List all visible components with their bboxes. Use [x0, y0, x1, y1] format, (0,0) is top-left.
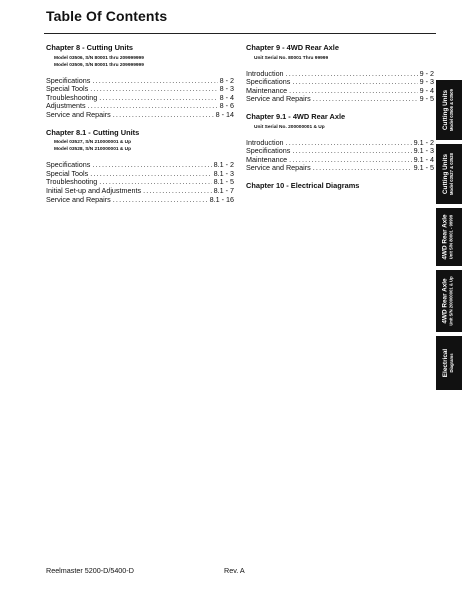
chapter-tab-title: 4WD Rear Axle — [442, 214, 450, 260]
toc-entry-label: Maintenance — [246, 154, 288, 164]
model-note: Model 03506, S/N 80001 thru 209999999 — [54, 55, 144, 61]
dot-leader — [113, 196, 208, 205]
toc-entry-page: 8.1 - 16 — [209, 194, 234, 204]
toc-entry-page: 8 - 6 — [219, 101, 234, 111]
chapter-tab-text — [443, 349, 455, 377]
dot-leader — [286, 139, 412, 148]
chapter-heading[interactable]: Chapter 9 - 4WD Rear Axle — [246, 43, 339, 52]
toc-entry-page: 8 - 2 — [219, 75, 234, 85]
chapter-heading[interactable]: Chapter 9.1 - 4WD Rear Axle — [246, 111, 346, 121]
toc-entry-label: Special Tools — [46, 168, 89, 178]
title-divider — [44, 33, 436, 34]
model-note: Model 03528, S/N 210000001 & Up — [54, 147, 132, 153]
chapter-tab-subtitle: Unit S/N 200000001 & Up — [449, 276, 454, 326]
dot-leader — [313, 95, 418, 104]
chapter-tab-text — [443, 153, 455, 195]
toc-entry-page: 8.1 - 2 — [213, 160, 234, 170]
model-note: Unit Serial No. 200000001 & Up — [254, 124, 325, 130]
toc-entry-page: 8 - 4 — [219, 92, 234, 102]
toc-entry-page: 8.1 - 3 — [213, 168, 234, 178]
toc-entry-page: 8.1 - 7 — [213, 185, 234, 195]
right-column — [246, 44, 434, 193]
toc-entry-page: 8 - 3 — [219, 84, 234, 94]
toc-entry-label: Troubleshooting — [46, 92, 98, 102]
dot-leader — [99, 94, 217, 103]
toc-entry-page: 9 - 2 — [419, 68, 434, 78]
toc-entry-label: Troubleshooting — [46, 177, 98, 187]
toc-entry-label: Specifications — [246, 77, 291, 87]
toc-entry[interactable] — [46, 196, 234, 205]
toc-entry-page: 9 - 5 — [419, 94, 434, 104]
dot-leader — [92, 77, 217, 86]
toc-entry-label: Specifications — [246, 146, 291, 156]
chapter-tab-text — [443, 276, 455, 325]
toc-entry-label: Initial Set-up and Adjustments — [46, 185, 142, 195]
chapter-tab-subtitle: Model 03527 & 03528 — [449, 153, 454, 195]
toc-entry-label: Adjustments — [46, 101, 86, 111]
toc-entry-page: 9.1 - 3 — [413, 146, 434, 156]
dot-leader — [90, 170, 211, 179]
dot-leader — [292, 147, 411, 156]
toc-section — [46, 129, 234, 205]
toc-entry[interactable] — [46, 111, 234, 120]
dot-leader — [286, 70, 418, 79]
toc-entry-page: 9 - 3 — [419, 77, 434, 87]
dot-leader — [143, 187, 212, 196]
toc-entry-label: Specifications — [46, 160, 91, 170]
model-note: Model 03509, S/N 80001 thru 209999999 — [54, 62, 144, 68]
toc-entry[interactable] — [246, 95, 434, 104]
chapter-tab[interactable] — [436, 80, 462, 140]
toc-entry-label: Service and Repairs — [46, 194, 111, 204]
chapter-tab-title: Electrical — [442, 348, 450, 378]
footer-manual-name: Reelmaster 5200-D/5400-D — [46, 566, 134, 575]
chapter-tab-subtitle: Diagrams — [449, 353, 455, 373]
dot-leader — [90, 85, 217, 94]
toc-section — [246, 182, 434, 191]
toc-entry-label: Introduction — [246, 68, 284, 78]
toc-section — [246, 113, 434, 173]
toc-entry-label: Service and Repairs — [246, 94, 311, 104]
toc-section — [246, 44, 434, 104]
chapter-tab-subtitle: Unit S/N 80001 - 99999 — [449, 214, 455, 260]
page-title: Table Of Contents — [46, 8, 168, 24]
chapter-tab[interactable] — [436, 208, 462, 266]
chapter-tab-title: Cutting Units — [442, 153, 449, 195]
dot-leader — [92, 161, 211, 170]
toc-entry-page: 9.1 - 5 — [413, 163, 434, 173]
chapter-tab[interactable] — [436, 270, 462, 332]
chapter-tab-text — [443, 89, 455, 131]
chapter-heading[interactable]: Chapter 8 - Cutting Units — [46, 43, 134, 52]
chapter-tab[interactable] — [436, 144, 462, 204]
dot-leader — [313, 164, 412, 173]
toc-entry-label: Special Tools — [46, 84, 89, 94]
toc-entry-page: 9.1 - 4 — [413, 154, 434, 164]
toc-entry[interactable] — [246, 164, 434, 173]
toc-entry-label: Specifications — [46, 75, 91, 85]
dot-leader — [113, 111, 214, 120]
toc-entry-page: 8.1 - 5 — [213, 177, 234, 187]
chapter-tab-title: 4WD Rear Axle — [442, 278, 449, 324]
toc-entry-page: 9 - 4 — [419, 85, 434, 95]
chapter-tab[interactable] — [436, 336, 462, 390]
footer-revision: Rev. A — [224, 566, 245, 575]
chapter-heading[interactable]: Chapter 8.1 - Cutting Units — [46, 127, 140, 137]
model-note: Model 03527, S/N 210000001 & Up — [54, 140, 132, 146]
toc-entry-page: 9.1 - 2 — [413, 137, 434, 147]
model-note: Unit Serial No. 80001 Thru 99999 — [254, 55, 329, 61]
toc-entry-label: Service and Repairs — [46, 109, 111, 119]
chapter-tab-subtitle: Model 03506 & 03509 — [449, 89, 454, 131]
toc-entry-label: Introduction — [246, 137, 284, 147]
toc-section — [46, 44, 234, 120]
toc-entry-page: 8 - 14 — [215, 109, 234, 119]
chapter-tab-text — [443, 214, 455, 259]
chapter-heading[interactable]: Chapter 10 - Electrical Diagrams — [246, 180, 360, 190]
left-column — [46, 44, 234, 204]
dot-leader — [292, 78, 417, 87]
chapter-tab-title: Cutting Units — [442, 89, 449, 131]
toc-entry-label: Service and Repairs — [246, 163, 311, 173]
toc-entry-label: Maintenance — [246, 85, 288, 95]
